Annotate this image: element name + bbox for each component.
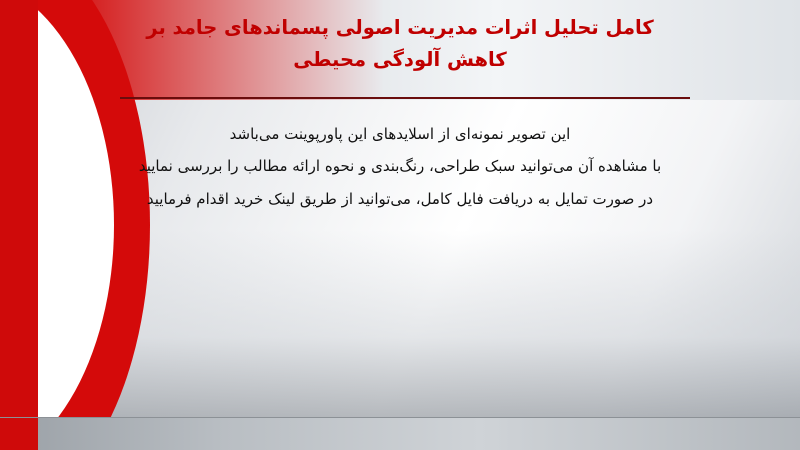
body-line-1: این تصویر نمونه‌ای از اسلایدهای این پاورپوینت می‌باشد [229, 125, 571, 143]
slide-title-line-1: کامل تحلیل اثرات مدیریت اصولی پسماندهای جامد بر [146, 16, 654, 39]
footer-grey-band [0, 418, 800, 450]
footer-red-accent [0, 418, 38, 450]
left-red-band [0, 0, 38, 450]
slide-title-line-2: کاهش آلودگی محیطی [293, 48, 507, 72]
title-divider-rule [120, 97, 690, 99]
body-line-2: با مشاهده آن می‌توانید سبک طراحی، رنگ‌بندی و نحوه ارائه مطالب را بررسی نمایید [138, 157, 662, 176]
body-line-3: در صورت تمایل به دریافت فایل کامل، می‌توانید از طریق لینک خرید اقدام فرمایید [146, 189, 654, 208]
slide-title [60, 12, 740, 76]
slide-body-text [90, 118, 710, 215]
